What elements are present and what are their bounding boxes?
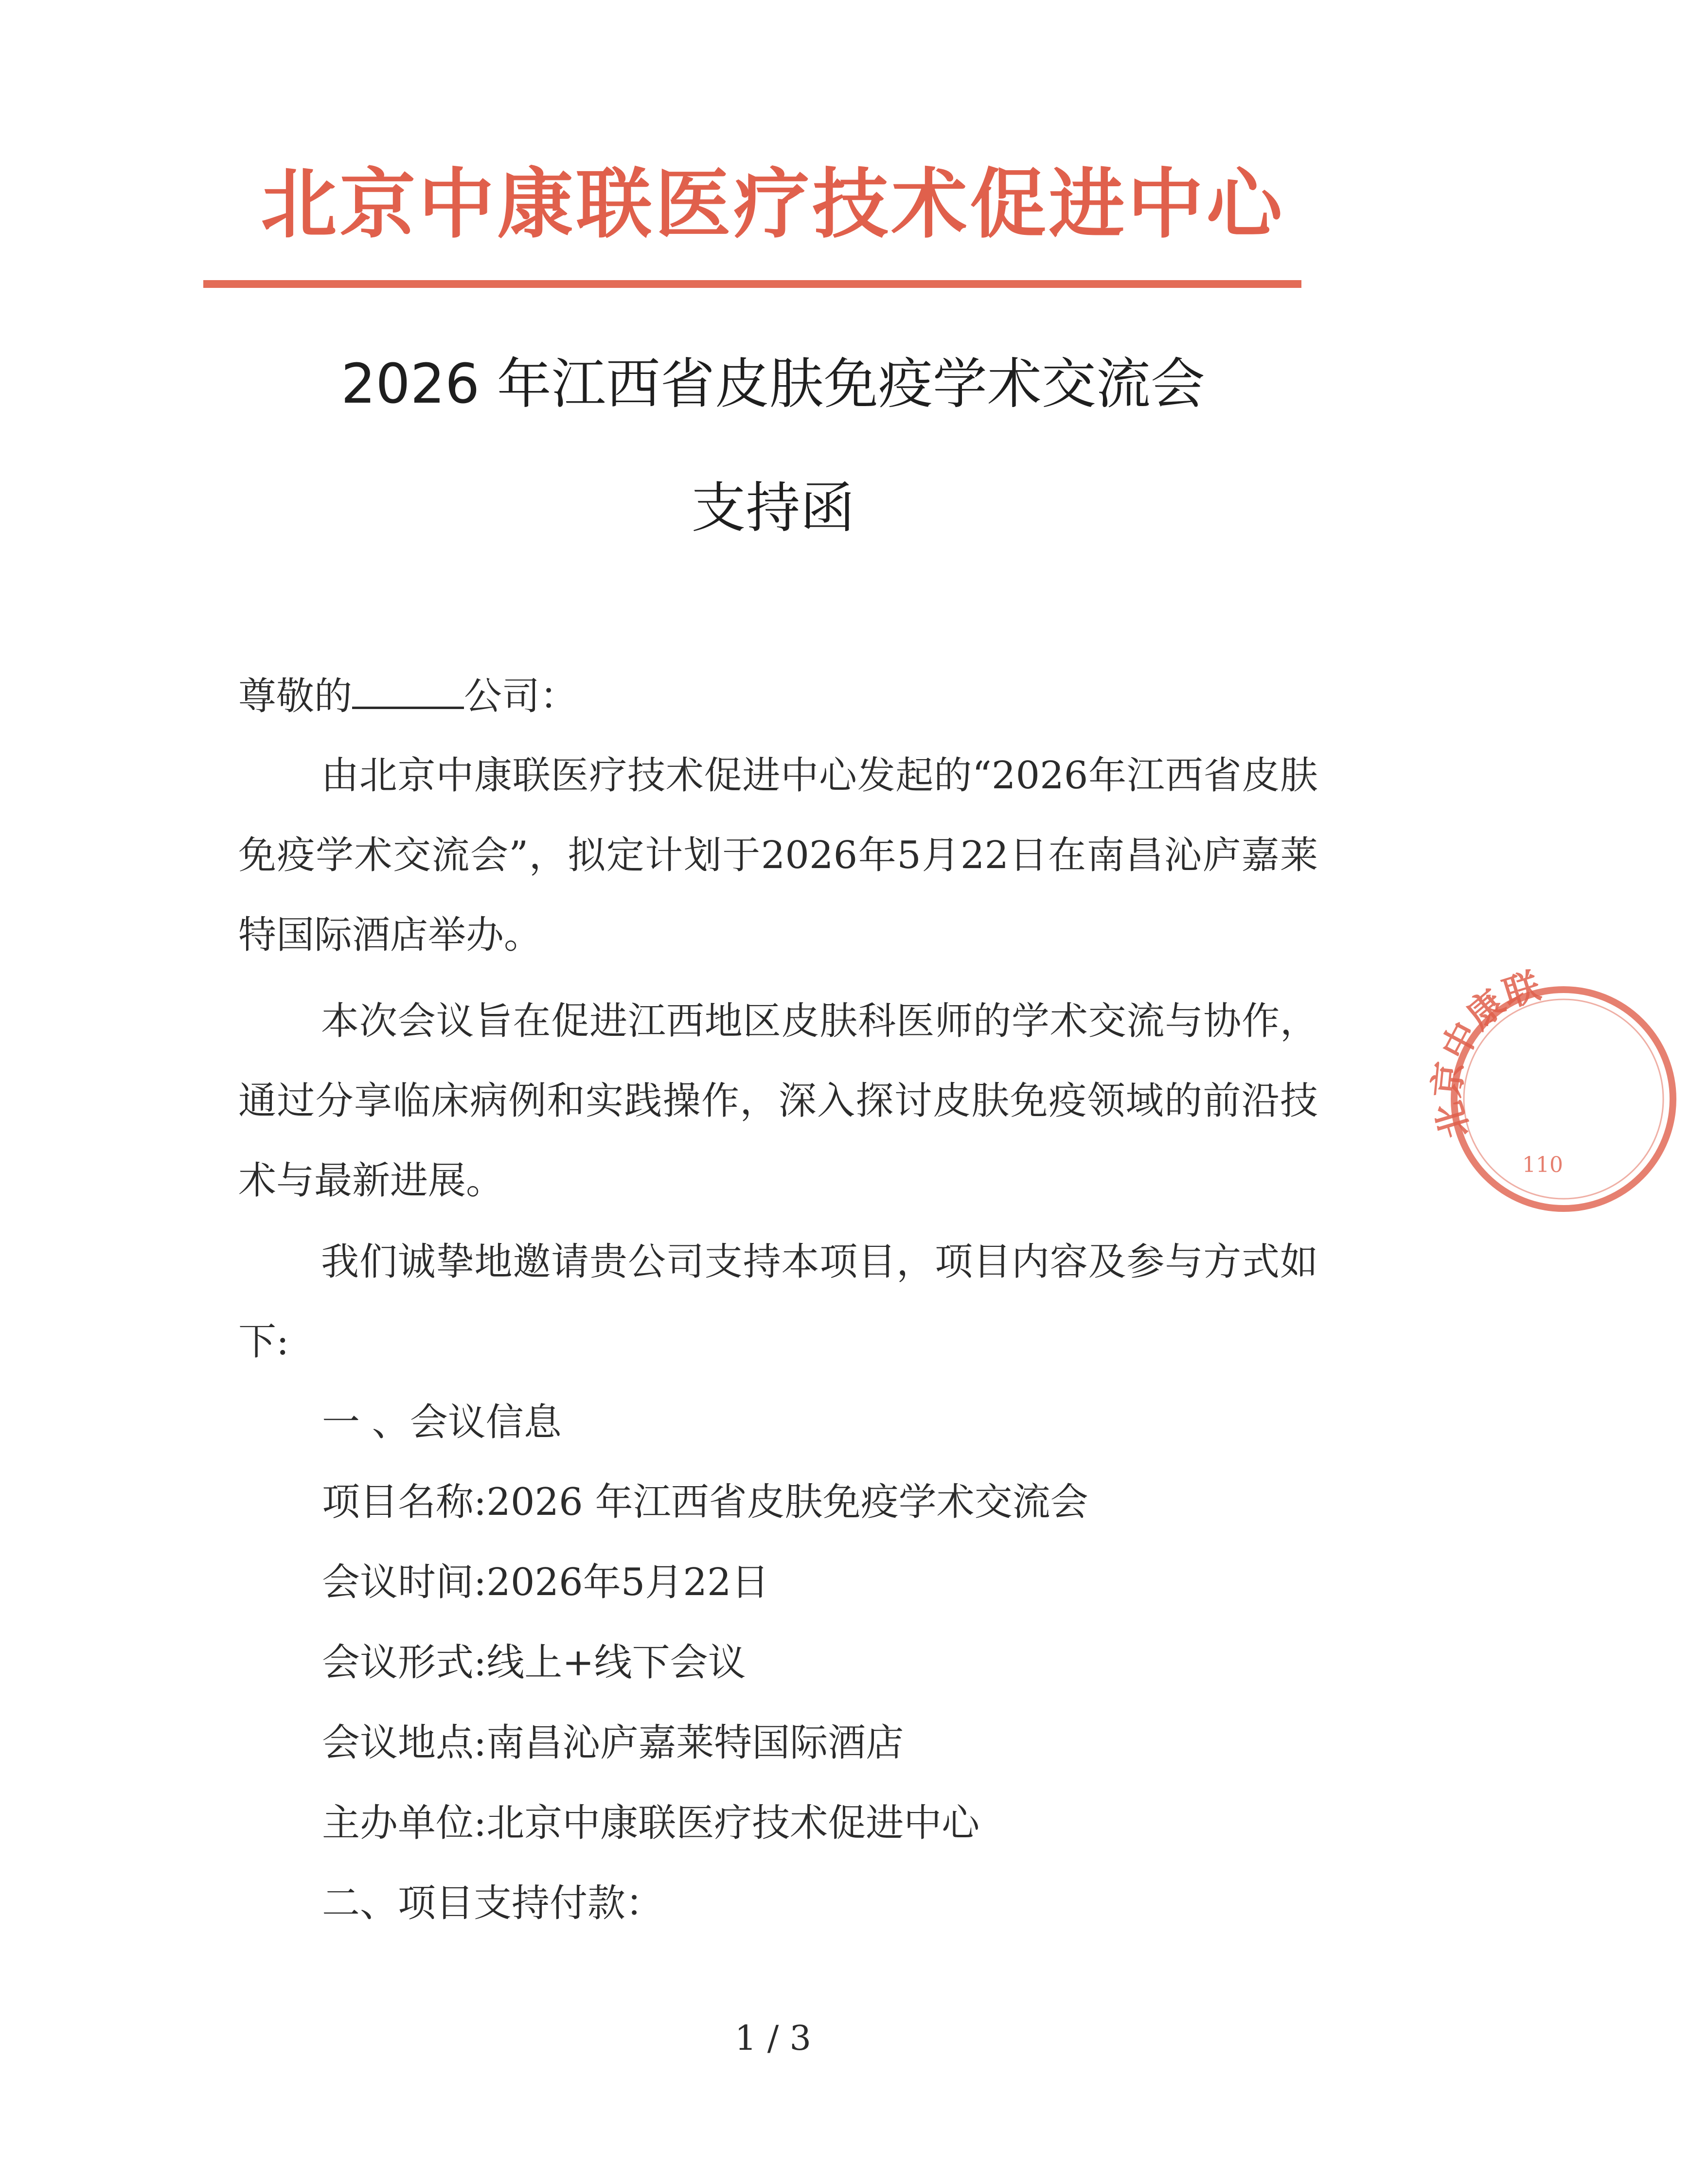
svg-text:北京中康联	[1426, 965, 1545, 1143]
document-title: 2026 年江西省皮肤免疫学术交流会	[341, 353, 1205, 416]
document-subtitle: 支持函	[691, 477, 855, 540]
info-meeting-format: 会议形式:线上+线下会议	[322, 1641, 746, 1685]
info-meeting-venue: 会议地点:南昌沁庐嘉莱特国际酒店	[322, 1721, 904, 1765]
section-heading-payment: 二、项目支持付款：	[322, 1882, 664, 1925]
letterhead-title: 北京中康联医疗技术促进中心	[261, 160, 1285, 249]
seal-text: 北京中康联	[1426, 964, 1545, 1143]
seal-number: 110	[1522, 1153, 1563, 1177]
info-project-name: 项目名称:2026 年江西省皮肤免疫学术交流会	[322, 1480, 1088, 1524]
greeting	[238, 657, 1318, 736]
info-meeting-time: 会议时间:2026年5月22日	[322, 1561, 769, 1604]
company-name-blank	[352, 675, 464, 709]
section-heading-meeting-info: 一 、会议信息	[322, 1401, 562, 1444]
paragraph-invitation: 我们诚挚地邀请贵公司支持本项目，项目内容及参与方式如下:	[238, 1240, 1318, 1364]
greeting-prefix: 尊敬的	[238, 675, 353, 718]
paragraph-intro: 由北京中康联医疗技术促进中心发起的“2026年江西省皮肤免疫学术交流会”，拟定计划于2026年5月22日在南昌沁庐嘉莱特国际酒店举办。	[238, 754, 1318, 957]
paragraph-purpose: 本次会议旨在促进江西地区皮肤科医师的学术交流与协作，通过分享临床病例和实践操作，深入探讨皮肤免疫领域的前沿技术与最新进展。	[238, 999, 1318, 1203]
info-organizer: 主办单位:北京中康联医疗技术促进中心	[322, 1801, 980, 1845]
letterhead-rule	[203, 280, 1301, 288]
official-seal-stamp	[1426, 964, 1690, 1225]
greeting-suffix: 公司：	[464, 675, 578, 718]
page-number: 1 / 3	[734, 2018, 812, 2058]
